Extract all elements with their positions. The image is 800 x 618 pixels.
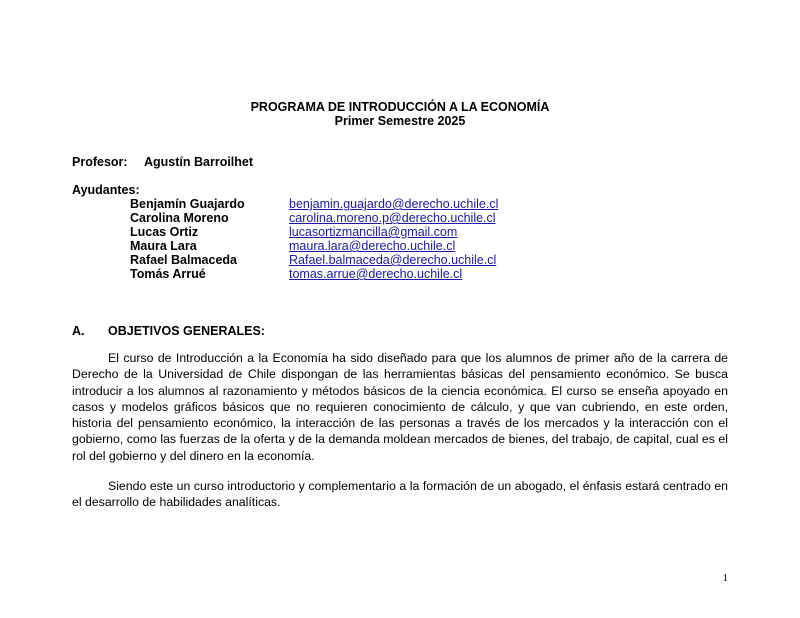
professor-name: Agustín Barroilhet [144, 155, 254, 169]
assistant-name: Maura Lara [130, 239, 197, 253]
section-heading [72, 324, 265, 338]
assistant-name: Carolina Moreno [130, 211, 229, 225]
assistant-row [130, 211, 498, 225]
assistant-row [130, 267, 498, 281]
professor-line [72, 155, 253, 169]
assistant-email-link[interactable]: lucasortizmancilla@gmail.com [289, 225, 458, 239]
assistant-email-link[interactable]: tomas.arrue@derecho.uchile.cl [289, 267, 463, 281]
assistant-name: Benjamín Guajardo [130, 197, 245, 211]
assistants-list [130, 197, 498, 281]
body-paragraph: Siendo este un curso introductorio y complementario a la formación de un abogado, el énfasis estará centrado en el desarrollo de habilidades analíticas. [72, 479, 728, 510]
document-subtitle: Primer Semestre 2025 [334, 114, 466, 128]
assistant-email-link[interactable]: carolina.moreno.p@derecho.uchile.cl [289, 211, 496, 225]
assistant-row [130, 239, 498, 253]
assistant-name: Lucas Ortiz [130, 225, 199, 239]
assistants-label: Ayudantes: [72, 183, 140, 197]
section-number: A. [72, 324, 85, 338]
professor-label: Profesor: [72, 155, 128, 169]
assistant-name: Tomás Arrué [130, 267, 206, 281]
assistant-row [130, 225, 498, 239]
assistant-row [130, 197, 498, 211]
assistant-email-link[interactable]: maura.lara@derecho.uchile.cl [289, 239, 456, 253]
assistant-email-link[interactable]: benjamin.guajardo@derecho.uchile.cl [289, 197, 499, 211]
body-paragraph: El curso de Introducción a la Economía ha sido diseñado para que los alumnos de primer año de la carrera de Derecho de la Universidad de Chile dispongan de las herramientas básicas del pensamiento económico. Se busca introducir a los alumnos al razonamiento y métodos básicos de la ciencia económica. El curso se enseña apoyado en casos y modelos gráficos básicos que no requieren conocimiento de cálculo, y que van cubriendo, en este orden, historia del pensamiento económico, la interacción de las personas a través de los mercados y la interacción con el gobierno, como las fuerzas de la oferta y de la demanda moldean mercados de bienes, del trabajo, de capital, cual es el rol del gobierno y del dinero en la economía. [72, 351, 728, 463]
assistant-row [130, 253, 498, 267]
page-number: 1 [722, 572, 728, 584]
assistant-name: Rafael Balmaceda [130, 253, 238, 267]
section-title: OBJETIVOS GENERALES: [108, 324, 265, 338]
document-title: PROGRAMA DE INTRODUCCIÓN A LA ECONOMÍA [250, 100, 550, 114]
assistant-email-link[interactable]: Rafael.balmaceda@derecho.uchile.cl [289, 253, 497, 267]
